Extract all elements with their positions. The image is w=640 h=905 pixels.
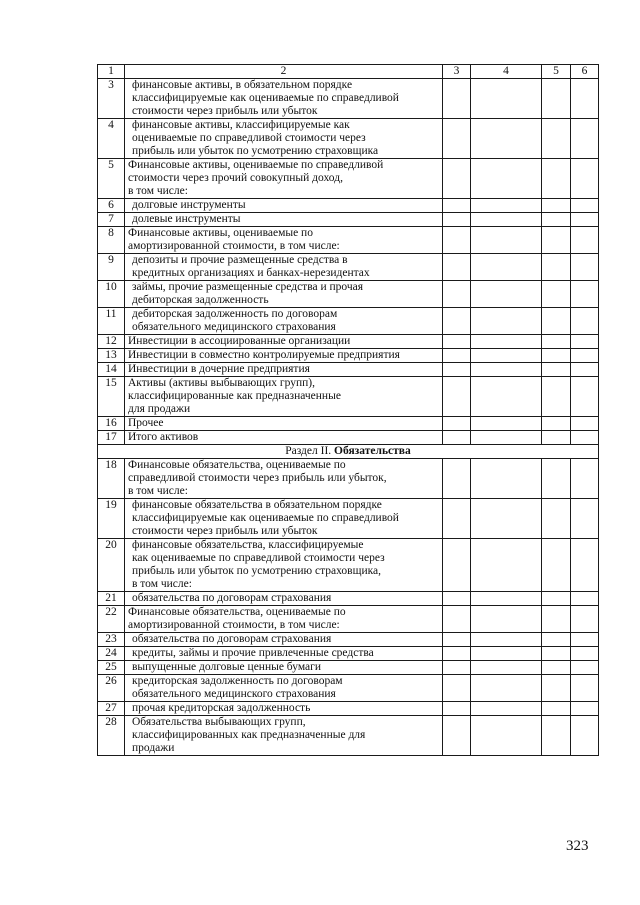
row-label: депозиты и прочие размещенные средства в кредитных организациях и банках-нерезидентах: [125, 254, 443, 281]
section-row: [98, 445, 599, 459]
value-cell-col-3: [443, 592, 471, 606]
row-label: Финансовые активы, оцениваемые по справедливой стоимости через прочий совокупный доход, в том числе:: [125, 159, 443, 199]
row-number: 3: [98, 79, 125, 119]
value-cell-col-3: [443, 499, 471, 539]
row-number: 7: [98, 213, 125, 227]
value-cell-col-4: [471, 431, 542, 445]
table-row: [98, 377, 599, 417]
value-cell-col-6: [571, 459, 599, 499]
value-cell-col-3: [443, 363, 471, 377]
value-cell-col-6: [571, 661, 599, 675]
table-row: [98, 349, 599, 363]
value-cell-col-4: [471, 199, 542, 213]
value-cell-col-3: [443, 159, 471, 199]
value-cell-col-6: [571, 431, 599, 445]
row-label: Обязательства выбывающих групп, классифицированных как предназначенные для продажи: [125, 716, 443, 756]
row-label: долевые инструменты: [125, 213, 443, 227]
row-number: 23: [98, 633, 125, 647]
value-cell-col-4: [471, 459, 542, 499]
value-cell-col-3: [443, 308, 471, 335]
value-cell-col-6: [571, 119, 599, 159]
value-cell-col-5: [542, 227, 571, 254]
row-label: обязательства по договорам страхования: [125, 592, 443, 606]
value-cell-col-6: [571, 227, 599, 254]
row-label: Финансовые обязательства, оцениваемые по амортизированной стоимости, в том числе:: [125, 606, 443, 633]
row-label: Активы (активы выбывающих групп), классифицированные как предназначенные для продажи: [125, 377, 443, 417]
value-cell-col-4: [471, 79, 542, 119]
value-cell-col-5: [542, 539, 571, 592]
row-number: 9: [98, 254, 125, 281]
value-cell-col-6: [571, 335, 599, 349]
row-number: 22: [98, 606, 125, 633]
value-cell-col-4: [471, 702, 542, 716]
table-row: [98, 227, 599, 254]
row-label: займы, прочие размещенные средства и прочая дебиторская задолженность: [125, 281, 443, 308]
value-cell-col-6: [571, 281, 599, 308]
value-cell-col-3: [443, 661, 471, 675]
row-number: 17: [98, 431, 125, 445]
table-row: [98, 539, 599, 592]
row-label: Финансовые обязательства, оцениваемые по справедливой стоимости через прибыль или убыток, в том числе:: [125, 459, 443, 499]
row-number: 6: [98, 199, 125, 213]
value-cell-col-6: [571, 499, 599, 539]
value-cell-col-5: [542, 308, 571, 335]
value-cell-col-4: [471, 592, 542, 606]
value-cell-col-4: [471, 281, 542, 308]
header-cell-1: 1: [98, 65, 125, 79]
value-cell-col-4: [471, 499, 542, 539]
value-cell-col-5: [542, 377, 571, 417]
value-cell-col-5: [542, 335, 571, 349]
value-cell-col-3: [443, 79, 471, 119]
value-cell-col-5: [542, 606, 571, 633]
row-label: кредиторская задолженность по договорам обязательного медицинского страхования: [125, 675, 443, 702]
data-table: [97, 64, 599, 756]
value-cell-col-5: [542, 661, 571, 675]
value-cell-col-5: [542, 79, 571, 119]
page-number: 323: [566, 838, 589, 854]
table-row: [98, 213, 599, 227]
value-cell-col-5: [542, 702, 571, 716]
value-cell-col-6: [571, 199, 599, 213]
value-cell-col-4: [471, 661, 542, 675]
value-cell-col-6: [571, 159, 599, 199]
table-row: [98, 459, 599, 499]
value-cell-col-5: [542, 633, 571, 647]
value-cell-col-5: [542, 592, 571, 606]
value-cell-col-3: [443, 675, 471, 702]
value-cell-col-5: [542, 254, 571, 281]
row-label: Инвестиции в совместно контролируемые предприятия: [125, 349, 443, 363]
header-row: [98, 65, 599, 79]
value-cell-col-5: [542, 159, 571, 199]
value-cell-col-4: [471, 539, 542, 592]
value-cell-col-4: [471, 349, 542, 363]
value-cell-col-3: [443, 716, 471, 756]
table-row: [98, 606, 599, 633]
value-cell-col-6: [571, 79, 599, 119]
value-cell-col-4: [471, 254, 542, 281]
value-cell-col-6: [571, 349, 599, 363]
value-cell-col-6: [571, 254, 599, 281]
table-row: [98, 499, 599, 539]
value-cell-col-3: [443, 431, 471, 445]
row-number: 19: [98, 499, 125, 539]
value-cell-col-6: [571, 675, 599, 702]
value-cell-col-6: [571, 633, 599, 647]
value-cell-col-6: [571, 213, 599, 227]
row-label: долговые инструменты: [125, 199, 443, 213]
row-number: 20: [98, 539, 125, 592]
header-cell-3: 3: [443, 65, 471, 79]
row-number: 18: [98, 459, 125, 499]
table-row: [98, 199, 599, 213]
value-cell-col-3: [443, 227, 471, 254]
table-row: [98, 335, 599, 349]
value-cell-col-3: [443, 335, 471, 349]
table-row: [98, 119, 599, 159]
value-cell-col-5: [542, 281, 571, 308]
value-cell-col-5: [542, 363, 571, 377]
row-number: 25: [98, 661, 125, 675]
value-cell-col-5: [542, 417, 571, 431]
header-cell-5: 5: [542, 65, 571, 79]
value-cell-col-5: [542, 675, 571, 702]
row-number: 13: [98, 349, 125, 363]
table-row: [98, 661, 599, 675]
value-cell-col-6: [571, 716, 599, 756]
value-cell-col-6: [571, 417, 599, 431]
table-row: [98, 702, 599, 716]
value-cell-col-3: [443, 459, 471, 499]
value-cell-col-3: [443, 647, 471, 661]
row-number: 10: [98, 281, 125, 308]
table-row: [98, 633, 599, 647]
row-label: Финансовые активы, оцениваемые по амортизированной стоимости, в том числе:: [125, 227, 443, 254]
value-cell-col-6: [571, 647, 599, 661]
value-cell-col-4: [471, 363, 542, 377]
row-label: финансовые активы, классифицируемые как оцениваемые по справедливой стоимости через прибыль или убыток по усмотрению страховщика: [125, 119, 443, 159]
value-cell-col-3: [443, 606, 471, 633]
row-number: 26: [98, 675, 125, 702]
table-row: [98, 716, 599, 756]
row-number: 28: [98, 716, 125, 756]
table-row: [98, 308, 599, 335]
row-number: 4: [98, 119, 125, 159]
header-cell-4: 4: [471, 65, 542, 79]
section-title: Обязательства: [334, 445, 411, 457]
value-cell-col-4: [471, 417, 542, 431]
row-number: 12: [98, 335, 125, 349]
row-label: Прочее: [125, 417, 443, 431]
row-label: кредиты, займы и прочие привлеченные средства: [125, 647, 443, 661]
table-row: [98, 592, 599, 606]
value-cell-col-4: [471, 213, 542, 227]
value-cell-col-5: [542, 199, 571, 213]
row-label: выпущенные долговые ценные бумаги: [125, 661, 443, 675]
value-cell-col-4: [471, 633, 542, 647]
value-cell-col-6: [571, 539, 599, 592]
value-cell-col-3: [443, 281, 471, 308]
table-row: [98, 675, 599, 702]
row-number: 11: [98, 308, 125, 335]
table-body: [98, 65, 599, 756]
table-row: [98, 281, 599, 308]
value-cell-col-3: [443, 119, 471, 159]
row-number: 5: [98, 159, 125, 199]
row-label: Инвестиции в дочерние предприятия: [125, 363, 443, 377]
value-cell-col-4: [471, 716, 542, 756]
row-label: Итого активов: [125, 431, 443, 445]
value-cell-col-3: [443, 199, 471, 213]
table-row: [98, 159, 599, 199]
table-row: [98, 431, 599, 445]
row-label: Инвестиции в ассоциированные организации: [125, 335, 443, 349]
table-row: [98, 254, 599, 281]
value-cell-col-4: [471, 119, 542, 159]
value-cell-col-5: [542, 119, 571, 159]
row-number: 21: [98, 592, 125, 606]
section-heading: [98, 445, 599, 459]
row-label: прочая кредиторская задолженность: [125, 702, 443, 716]
value-cell-col-6: [571, 592, 599, 606]
table-row: [98, 417, 599, 431]
row-number: 16: [98, 417, 125, 431]
value-cell-col-5: [542, 716, 571, 756]
value-cell-col-4: [471, 308, 542, 335]
value-cell-col-4: [471, 335, 542, 349]
row-label: дебиторская задолженность по договорам обязательного медицинского страхования: [125, 308, 443, 335]
value-cell-col-5: [542, 499, 571, 539]
header-cell-2: 2: [125, 65, 443, 79]
value-cell-col-4: [471, 675, 542, 702]
row-number: 27: [98, 702, 125, 716]
value-cell-col-3: [443, 349, 471, 363]
value-cell-col-5: [542, 459, 571, 499]
value-cell-col-4: [471, 377, 542, 417]
value-cell-col-6: [571, 308, 599, 335]
value-cell-col-3: [443, 254, 471, 281]
value-cell-col-3: [443, 702, 471, 716]
value-cell-col-3: [443, 539, 471, 592]
value-cell-col-5: [542, 349, 571, 363]
row-number: 14: [98, 363, 125, 377]
value-cell-col-4: [471, 606, 542, 633]
value-cell-col-4: [471, 227, 542, 254]
row-label: финансовые обязательства в обязательном порядке классифицируемые как оцениваемые по справедливой стоимости через прибыль или убыток: [125, 499, 443, 539]
header-cell-6: 6: [571, 65, 599, 79]
value-cell-col-3: [443, 417, 471, 431]
value-cell-col-3: [443, 633, 471, 647]
value-cell-col-3: [443, 377, 471, 417]
row-number: 24: [98, 647, 125, 661]
value-cell-col-4: [471, 647, 542, 661]
value-cell-col-4: [471, 159, 542, 199]
row-label: финансовые обязательства, классифицируемые как оцениваемые по справедливой стоимости через прибыль или убыток по усмотрению страховщика, в том числе:: [125, 539, 443, 592]
value-cell-col-3: [443, 213, 471, 227]
value-cell-col-5: [542, 431, 571, 445]
value-cell-col-6: [571, 363, 599, 377]
value-cell-col-5: [542, 213, 571, 227]
row-number: 15: [98, 377, 125, 417]
row-label: обязательства по договорам страхования: [125, 633, 443, 647]
value-cell-col-6: [571, 377, 599, 417]
value-cell-col-6: [571, 702, 599, 716]
table-row: [98, 79, 599, 119]
row-number: 8: [98, 227, 125, 254]
table-row: [98, 647, 599, 661]
value-cell-col-6: [571, 606, 599, 633]
table-row: [98, 363, 599, 377]
section-prefix: Раздел II.: [285, 445, 335, 457]
row-label: финансовые активы, в обязательном порядке классифицируемые как оцениваемые по справедливой стоимости через прибыль или убыток: [125, 79, 443, 119]
value-cell-col-5: [542, 647, 571, 661]
